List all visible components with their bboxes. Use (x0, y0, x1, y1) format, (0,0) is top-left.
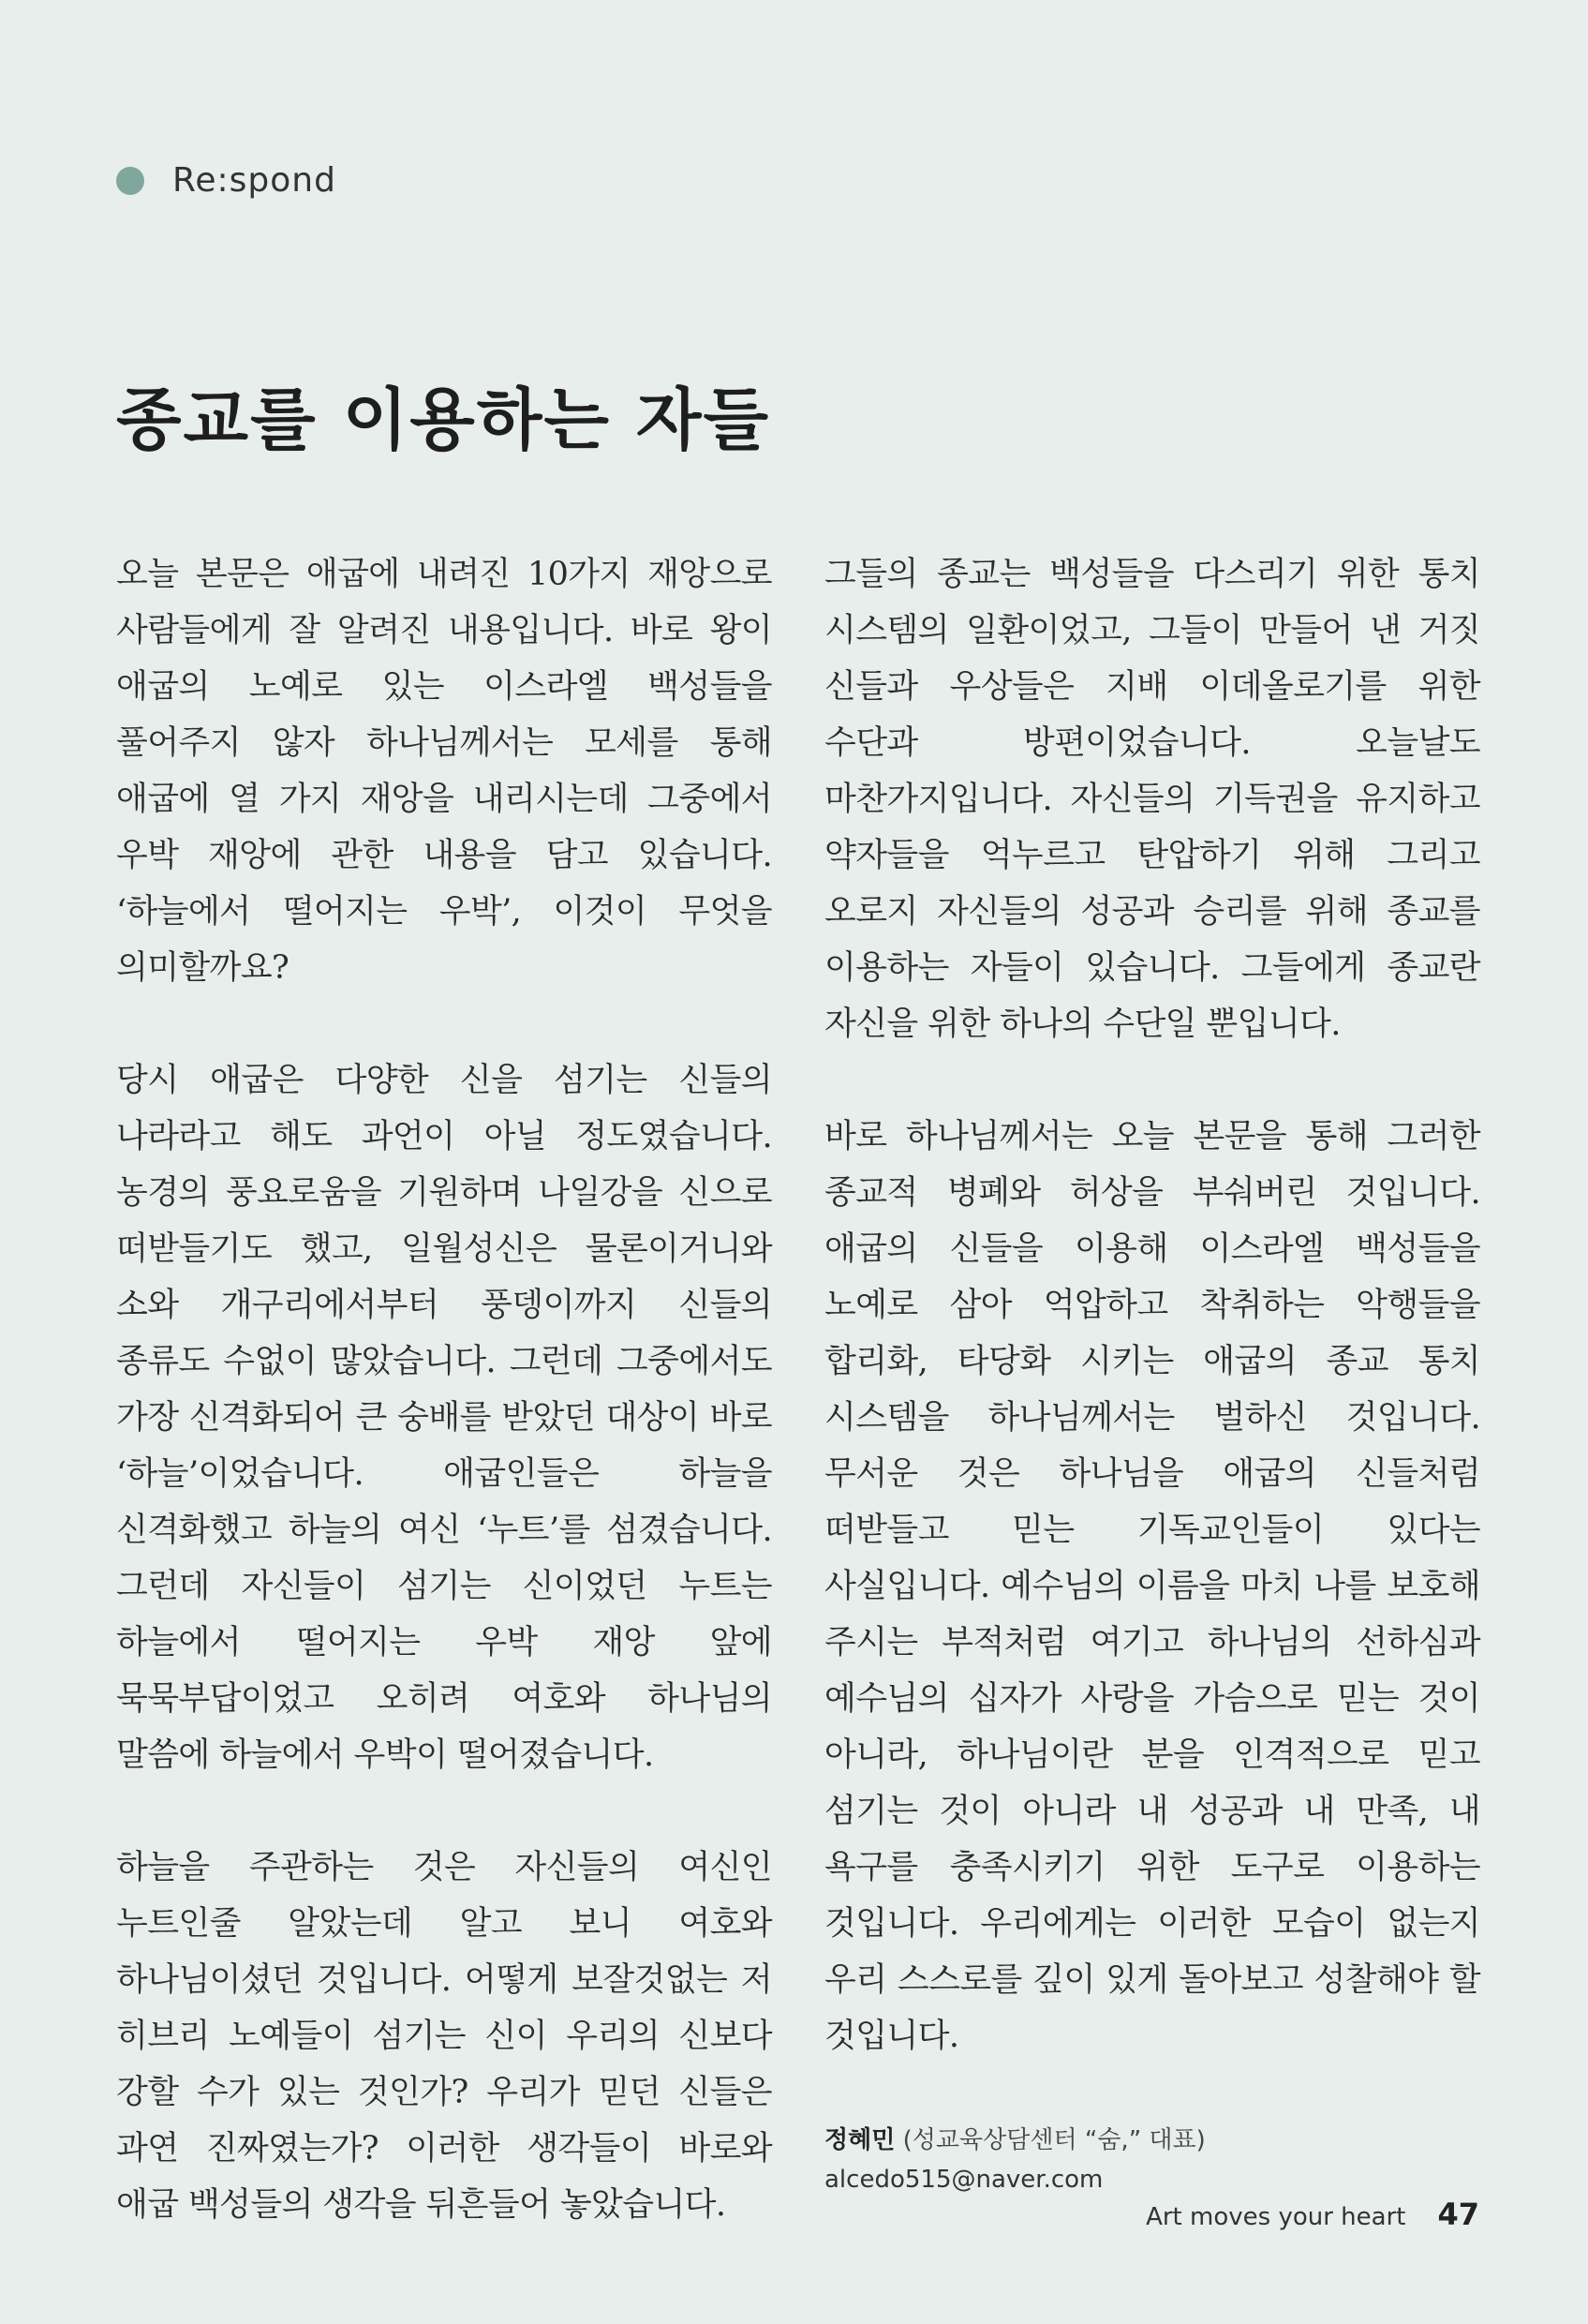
paragraph: 오늘 본문은 애굽에 내려진 10가지 재앙으로 사람들에게 잘 알려진 내용입니다. 바로 왕이 애굽의 노예로 있는 이스라엘 백성들을 풀어주지 않자 하나님께서는 모세를 통해 애굽에 열 가지 재앙을 내리시는데 그중에서 우박 재앙에 관한 내용을 담고 있습니다. ‘하늘에서 떨어지는 우박’, 이것이 무엇을 의미할까요? (116, 556, 772, 987)
section-tag (116, 161, 336, 200)
paragraph: 바로 하나님께서는 오늘 본문을 통해 그러한 종교적 병폐와 허상을 부숴버린 것입니다. 애굽의 신들을 이용해 이스라엘 백성들을 노예로 삼아 억압하고 착취하는 악행들을 합리화, 타당화 시키는 애굽의 종교 통치 시스템을 하나님께서는 벌하신 것입니다. 무서운 것은 하나님을 애굽의 신들처럼 떠받들고 믿는 기독교인들이 있다는 사실입니다. 예수님의 이름을 마치 나를 보호해 주시는 부적처럼 여기고 하나님의 선하심과 예수님의 십자가 사랑을 가슴으로 믿는 것이 아니라, 하나님이란 분을 인격적으로 믿고 섬기는 것이 아니라 내 성공과 내 만족, 내 욕구를 충족시키기 위한 도구로 이용하는 것입니다. 우리에게는 이러한 모습이 없는지 우리 스스로를 깊이 있게 돌아보고 성찰해야 할 것입니다. (824, 1118, 1480, 2055)
author-role: (성교육상담센터 “숨,” 대표) (902, 2126, 1206, 2154)
author-email: alcedo515@naver.com (824, 2166, 1104, 2194)
section-label: Re:spond (172, 161, 336, 200)
page-footer (1146, 2197, 1479, 2232)
page-number: 47 (1437, 2197, 1479, 2232)
article-column-right (824, 546, 1480, 2199)
footer-tagline: Art moves your heart (1146, 2203, 1406, 2231)
section-dot-icon (116, 167, 144, 195)
author-info (824, 2121, 1480, 2199)
article-title: 종교를 이용하는 자들 (116, 380, 771, 459)
paragraph: 하늘을 주관하는 것은 자신들의 여신인 누트인줄 알았는데 알고 보니 여호와 하나님이셨던 것입니다. 어떻게 보잘것없는 저 히브리 노예들이 섬기는 신이 우리의 신보다 강할 수가 있는 것인가? 우리가 믿던 신들은 과연 진짜였는가? 이러한 생각들이 바로와 애굽 백성들의 생각을 뒤흔들어 놓았습니다. (116, 1849, 772, 2224)
article-column-left (116, 546, 772, 2289)
paragraph: 당시 애굽은 다양한 신을 섬기는 신들의 나라라고 해도 과언이 아닐 정도였습니다. 농경의 풍요로움을 기원하며 나일강을 신으로 떠받들기도 했고, 일월성신은 물론이거니와 소와 개구리에서부터 풍뎅이까지 신들의 종류도 수없이 많았습니다. 그런데 그중에서도 가장 신격화되어 큰 숭배를 받았던 대상이 바로 ‘하늘’이었습니다. 애굽인들은 하늘을 신격화했고 하늘의 여신 ‘누트’를 섬겼습니다. 그런데 자신들이 섬기는 신이었던 누트는 하늘에서 떨어지는 우박 재앙 앞에 묵묵부답이었고 오히려 여호와 하나님의 말씀에 하늘에서 우박이 떨어졌습니다. (116, 1062, 772, 1774)
author-name: 정혜민 (824, 2126, 896, 2154)
paragraph: 그들의 종교는 백성들을 다스리기 위한 통치 시스템의 일환이었고, 그들이 만들어 낸 거짓 신들과 우상들은 지배 이데올로기를 위한 수단과 방편이었습니다. 오늘날도 마찬가지입니다. 자신들의 기득권을 유지하고 약자들을 억누르고 탄압하기 위해 그리고 오로지 자신들의 성공과 승리를 위해 종교를 이용하는 자들이 있습니다. 그들에게 종교란 자신을 위한 하나의 수단일 뿐입니다. (824, 556, 1480, 1043)
